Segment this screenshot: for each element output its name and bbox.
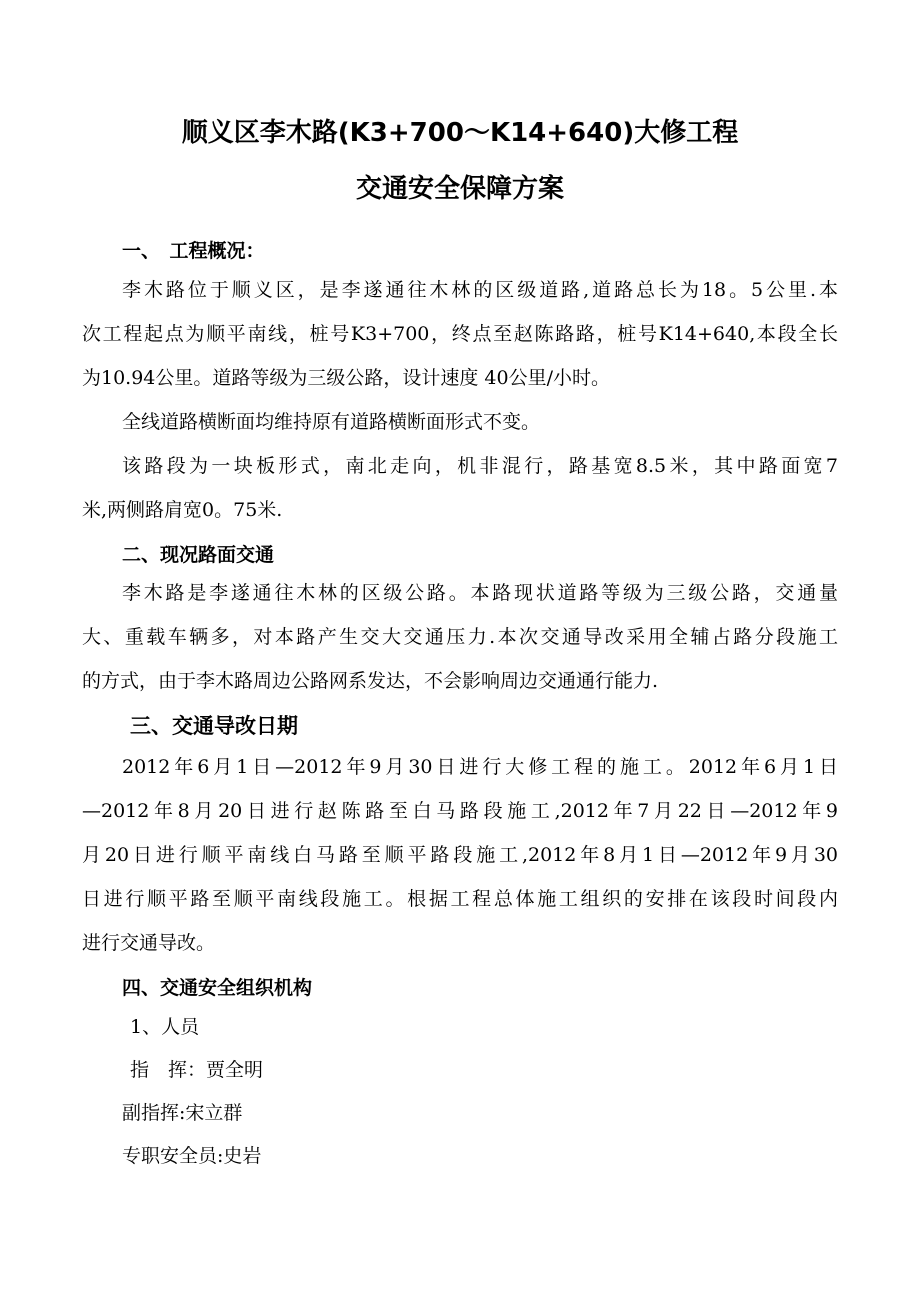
document-subtitle: 交通安全保障方案	[355, 174, 564, 204]
list-item: 副指挥:宋立群	[122, 1102, 243, 1124]
document-title: 顺义区李木路(K3+700～K14+640)大修工程	[181, 118, 739, 148]
paragraph-line: 日进行顺平路至顺平南线段施工。根据工程总体施工组织的安排在该段时间段内	[82, 888, 838, 910]
paragraph-line: 李木路是李遂通往木林的区级公路。本路现状道路等级为三级公路，交通量	[122, 582, 838, 604]
paragraph-line: 为10.94公里。道路等级为三级公路，设计速度 40公里/小时。	[82, 367, 611, 389]
paragraph-line: 月20日进行顺平南线白马路至顺平路段施工,2012年8月1日—2012年9月30	[82, 844, 838, 866]
paragraph-line: 大、重载车辆多，对本路产生交大交通压力.本次交通导改采用全辅占路分段施工	[82, 626, 838, 648]
section-heading-diversion-dates: 三、交通导改日期	[130, 714, 298, 738]
paragraph-line: 全线道路横断面均维持原有道路横断面形式不变。	[122, 411, 541, 433]
section-heading-organization: 四、交通安全组织机构	[122, 977, 313, 999]
list-item: 1、人员	[130, 1016, 200, 1038]
paragraph-line: 进行交通导改。	[82, 932, 216, 954]
paragraph-line: 米,两侧路肩宽0。75米.	[82, 499, 283, 521]
paragraph-line: 李木路位于顺义区，是李遂通往木林的区级道路,道路总长为18。5公里.本	[122, 279, 838, 301]
paragraph-line: 的方式，由于李木路周边公路网系发达，不会影响周边交通通行能力.	[82, 670, 659, 692]
paragraph-line: 次工程起点为顺平南线，桩号K3+700，终点至赵陈路路，桩号K14+640,本段全长	[82, 323, 838, 345]
paragraph-line: 该路段为一块板形式，南北走向，机非混行，路基宽8.5米，其中路面宽7	[122, 455, 838, 477]
paragraph-line: 2012年6月1日—2012年9月30日进行大修工程的施工。2012年6月1日	[122, 756, 838, 778]
section-heading-overview: 一、 工程概况：	[122, 240, 265, 262]
section-heading-current-traffic: 二、现况路面交通	[122, 544, 275, 566]
list-item: 指 挥：贾全明	[130, 1059, 264, 1081]
list-item: 专职安全员:史岩	[122, 1145, 262, 1167]
paragraph-line: —2012年8月20日进行赵陈路至白马路段施工,2012年7月22日—2012年9	[82, 800, 838, 822]
